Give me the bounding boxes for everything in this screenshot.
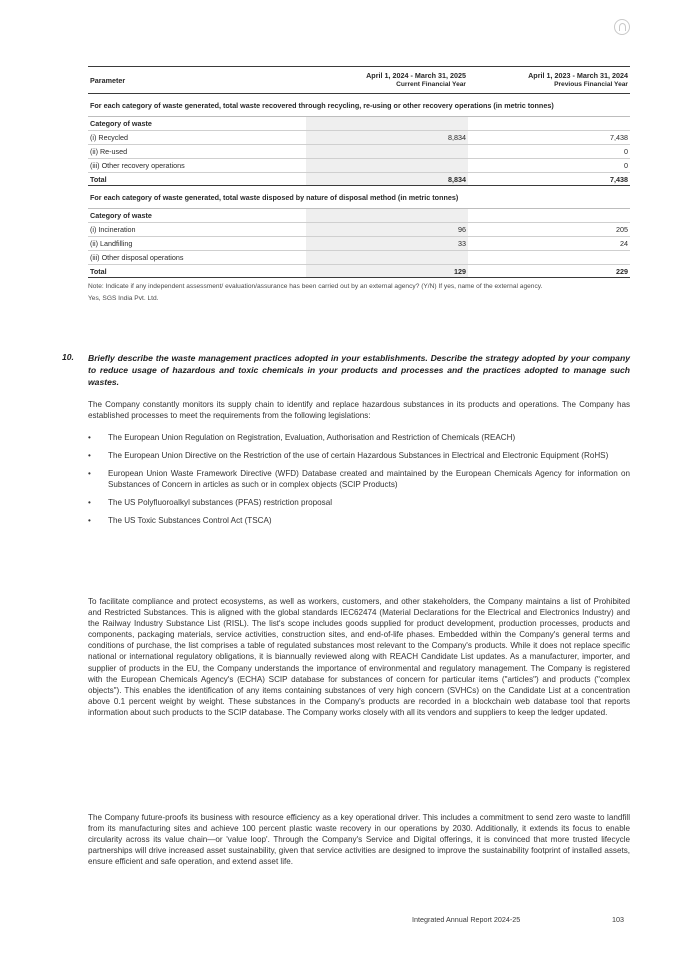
- paragraph-compliance: To facilitate compliance and protect ecosystems, as well as workers, customers, and other stakeholders, the Company maintains a list of Prohibited and Restricted Substances. This is aligned with the global standards IEC62474 (Material Declarations for the Electrical and Electronics Industry) and the Railway Industry Substance List (RISL). The list's scope includes goods supplied for product development, production processes, products and components, packaging materials, service activities, construction sites, and end-of-life phases. Embedded within the Company's general terms and conditions of purchase, the list comprises a table of regulated substances most relevant to the Company's products. While it does not replace specific national or international regulatory obligations, it is biannually reviewed along with REACH Candidate List updates. As a manufacturer, importer, and supplier of products in the EU, the Company understands the importance of environmental and regulatory management. The Company is registered with the European Chemicals Agency's (ECHA) SCIP database for substances of concern for particular items ("articles") and products ("complex objects"). This enables the identification of any items containing substances of very high concern (SVHCs) on the Candidate List at a concentration above 0.1 percent weight by weight. These substances in the Company's products are recorded in a blockchain web database tool that reports information about such products to the SCIP database. The Company works closely with all its vendors and suppliers to keep the ledger updated.: [88, 597, 630, 717]
- regulation-text: European Union Waste Framework Directive (WFD) Database created and maintained by the European Chemicals Agency for information on Substances of Concern in articles as such or in complex objects (SCIP Products): [108, 469, 630, 490]
- bullet-icon: •: [88, 451, 91, 461]
- list-item: [88, 432, 630, 443]
- header-current-period: April 1, 2024 - March 31, 2025: [366, 71, 466, 80]
- table-row: [88, 209, 630, 223]
- header-current-label: Current Financial Year: [396, 81, 466, 88]
- bullet-icon: •: [88, 469, 91, 479]
- table-row: [88, 145, 630, 159]
- table-header-row: [88, 67, 630, 94]
- regulation-text: The European Union Regulation on Registration, Evaluation, Authorisation and Restriction of Chemicals (REACH): [108, 433, 516, 442]
- row-label: (iii) Other recovery operations: [88, 159, 306, 173]
- paragraph-resource-efficiency: The Company future-proofs its business with resource efficiency as a key operational driver. This includes a commitment to send zero waste to landfill from its manufacturing sites and achieve 100 percent plastic waste recovery in our operations by 2030. Additionally, it extends its focus to enable circularity across its value chain—or 'value loop'. Through the Company's Service and Digital offerings, it is convinced that more trusted lifecycle partnerships will drive increased asset sustainability, given that service activities are designed to improve the sustainability footprint of installed assets, ensure efficient and safe operation, and extend asset life.: [88, 813, 630, 867]
- question-text: Briefly describe the waste management practices adopted in your establishments. Describe the strategy adopted by your company to reduce usage of hazardous and toxic chemicals in your products and processes and the practices adopted to manage such wastes.: [88, 353, 630, 387]
- table-row: [88, 117, 630, 131]
- table-row: [88, 159, 630, 173]
- current-cell: [306, 159, 468, 173]
- waste-table-section: [88, 66, 630, 303]
- list-item: [88, 497, 630, 508]
- previous-cell: 205: [468, 223, 630, 237]
- table-row: [88, 237, 630, 251]
- section-disposed-title: For each category of waste generated, total waste disposed by nature of disposal method (in metric tonnes): [88, 186, 630, 209]
- header-previous-label: Previous Financial Year: [554, 81, 628, 88]
- total-row: [88, 265, 630, 278]
- company-logo-icon: [614, 19, 630, 35]
- table-row: [88, 251, 630, 265]
- list-item: [88, 515, 630, 526]
- header-current-year: [306, 67, 468, 94]
- total-previous: 7,438: [468, 173, 630, 186]
- section-recovered-title-row: [88, 94, 630, 117]
- total-label: Total: [88, 265, 306, 278]
- previous-cell: 24: [468, 237, 630, 251]
- section-disposed-title-row: [88, 186, 630, 209]
- category-label: Category of waste: [88, 209, 306, 223]
- list-item: [88, 450, 630, 461]
- previous-cell: [468, 117, 630, 131]
- bullet-icon: •: [88, 498, 91, 508]
- total-current: 8,834: [306, 173, 468, 186]
- previous-cell: 7,438: [468, 131, 630, 145]
- current-cell: [306, 145, 468, 159]
- bullet-icon: •: [88, 516, 91, 526]
- row-label: (i) Recycled: [88, 131, 306, 145]
- paragraph-supply-chain: The Company constantly monitors its supply chain to identify and replace hazardous substances in its products and operations. The Company has established processes to meet the requirements from the following legislations:: [88, 400, 630, 421]
- report-title: Integrated Annual Report 2024-25: [412, 915, 521, 924]
- question-block: [62, 352, 630, 388]
- previous-cell: 0: [468, 145, 630, 159]
- current-cell: [306, 251, 468, 265]
- regulation-text: The US Toxic Substances Control Act (TSCA): [108, 516, 272, 526]
- total-row: [88, 173, 630, 186]
- total-previous: 229: [468, 265, 630, 278]
- current-cell: [306, 209, 468, 223]
- row-label: (i) Incineration: [88, 223, 306, 237]
- header-previous-period: April 1, 2023 - March 31, 2024: [528, 71, 628, 80]
- row-label: (ii) Re-used: [88, 145, 306, 159]
- row-label: (iii) Other disposal operations: [88, 251, 306, 265]
- assurance-note: Note: Indicate if any independent assessment/ evaluation/assurance has been carried out by an external agency? (Y/N) If yes, name of the external agency.: [88, 283, 543, 290]
- current-cell: 33: [306, 237, 468, 251]
- row-label: (ii) Landfilling: [88, 237, 306, 251]
- waste-table: [88, 66, 630, 278]
- table-row: [88, 223, 630, 237]
- current-cell: 8,834: [306, 131, 468, 145]
- header-parameter: Parameter: [88, 67, 306, 94]
- total-label: Total: [88, 173, 306, 186]
- total-current: 129: [306, 265, 468, 278]
- category-label: Category of waste: [88, 117, 306, 131]
- section-recovered-title: For each category of waste generated, total waste recovered through recycling, re-using or other recovery operations (in metric tonnes): [88, 94, 630, 117]
- regulations-list: [88, 432, 630, 534]
- regulation-text: The US Polyfluoroalkyl substances (PFAS) restriction proposal: [108, 498, 333, 508]
- previous-cell: [468, 209, 630, 223]
- question-number: 10.: [62, 352, 74, 362]
- page-number: 103: [612, 915, 624, 924]
- list-item: [88, 468, 630, 490]
- table-row: [88, 131, 630, 145]
- bullet-icon: •: [88, 433, 91, 442]
- assurance-note-answer: Yes, SGS India Pvt. Ltd.: [88, 295, 159, 302]
- previous-cell: [468, 251, 630, 265]
- current-cell: 96: [306, 223, 468, 237]
- header-previous-year: [468, 67, 630, 94]
- current-cell: [306, 117, 468, 131]
- previous-cell: 0: [468, 159, 630, 173]
- regulation-text: The European Union Directive on the Restriction of the use of certain Hazardous Substances in Electrical and Electronic Equipment (RoHS): [108, 451, 609, 461]
